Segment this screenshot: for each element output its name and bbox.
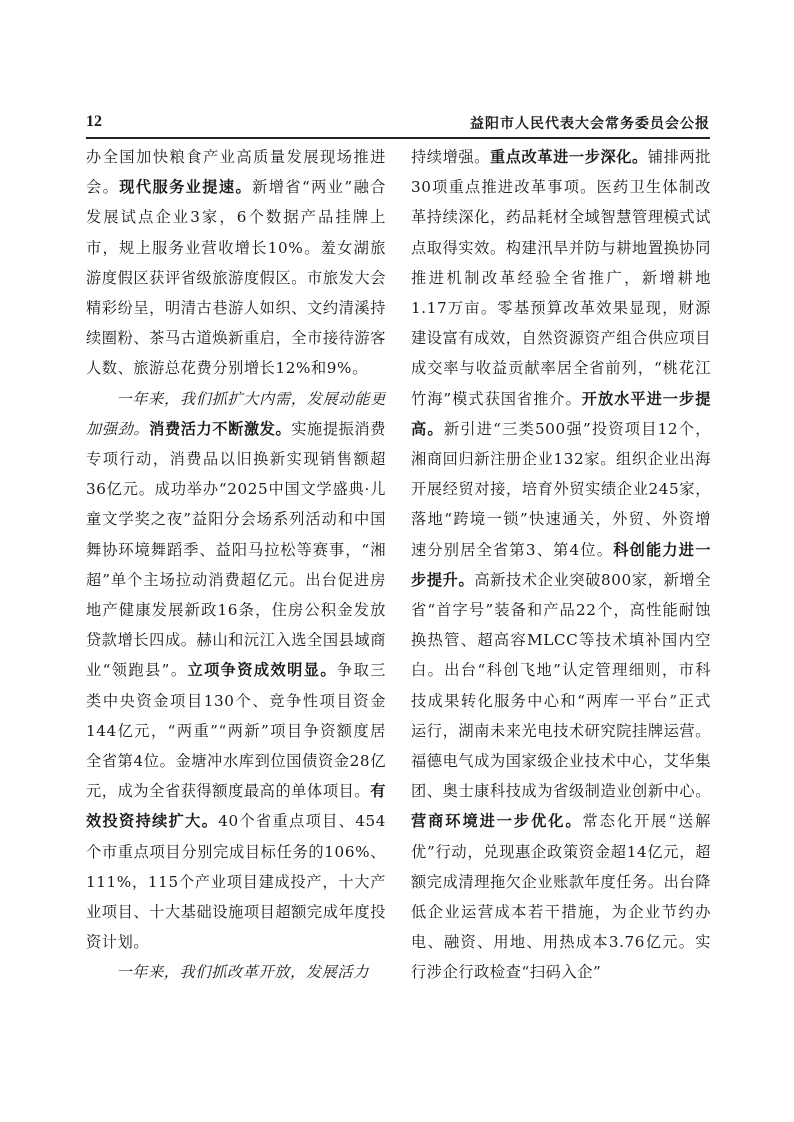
left-column [86,142,386,1082]
section-heading: 现代服务业提速。 [119,178,253,197]
section-heading: 科创能力进一步提升。 [411,540,711,589]
body-text: 常态化开展“送解优”行动，兑现惠企政策资金超14亿元，超额完成清理拖欠企业账款年度任务。出台降低企业运营成本若干措施，为企业节约办电、融资、用地、用热成本3.76亿元。实行涉企行政检查“扫码入企” [411,812,711,982]
body-text: 争取三类中央资金项目130个、竞争性项目资金144亿元，“两重”“两新”项目争资额度居全省第4位。金塘冲水库到位国债资金28亿元，成为全省获得额度最高的单体项目。 [86,661,386,801]
section-heading: 有效投资持续扩大。 [86,782,386,831]
header-rule [86,137,710,139]
section-heading: 重点改革进一步深化。 [489,148,648,166]
paragraph [86,142,386,384]
right-column [411,142,711,1082]
section-heading: 开放水平进一步提高。 [411,389,711,438]
body-text: 铺排两批30项重点推进改革事项。医药卫生体制改革持续深化，药品耗材全域智慧管理模式试点取得实效。构建汛旱并防与耕地置换协同推进机制改革经验全省推广，新增耕地1.17万亩。零基预算改革效果显现，财源建设富有成效，自然资源资产组合供应项目成交率与收益贡献率居全省前列，“桃花江竹海”模式获国省推介。 [411,148,711,408]
page-header [86,113,710,135]
journal-title: 益阳市人民代表大会常务委员会公报 [470,116,710,132]
lead-sentence: 一年来，我们抓扩大内需，发展动能更加强劲。 [86,389,386,438]
body-text: 40个省重点项目、454个市重点项目分别完成目标任务的106%、111%，115个产业项目建成投产，十大产业项目、十大基础设施项目超额完成年度投资计划。 [86,812,386,952]
paragraph [86,957,386,987]
body-text: 实施提振消费专项行动，消费品以旧换新实现销售额超36亿元。成功举办“2025中国文学盛典·儿童文学奖之夜”益阳分会场系列活动和中国舞协环境舞蹈季、益阳马拉松等赛事，“湘超”单个主场拉动消费超亿元。出台促进房地产健康发展新政16条，住房公积金发放贷款增长四成。赫山和沅江入选全国县域商业“领跑县”。 [86,419,386,680]
paragraph [86,384,386,958]
body-text: 高新技术企业突破800家，新增全省“首字号”装备和产品22个，高性能耐蚀换热管、超高容MLCC等技术填补国内空白。出台“科创飞地”认定管理细则，市科技成果转化服务中心和“两库一平台”正式运行，湖南未来光电技术研究院挂牌运营。福德电气成为国家级企业技术中心，艾华集团、奥士康科技成为省级制造业创新中心。 [411,570,711,801]
section-heading: 消费活力不断激发。 [149,419,292,438]
page-number: 12 [86,113,102,130]
body-text: 持续增强。 [411,148,490,166]
section-heading: 立项争资成效明显。 [187,661,337,680]
section-heading: 营商环境进一步优化。 [411,812,583,831]
lead-sentence: 一年来，我们抓改革开放，发展活力 [116,963,369,982]
body-text: 办全国加快粮食产业高质量发展现场推进会。 [86,148,386,197]
paragraph [411,142,711,988]
body-text: 新引进“三类500强”投资项目12个，湘商回归新注册企业132家。组织企业出海开展经贸对接，培育外贸实绩企业245家，落地“跨境一锁”快速通关，外贸、外资增速分别居全省第3、第4位。 [411,419,711,559]
body-text: 新增省“两业”融合发展试点企业3家，6个数据产品挂牌上市，规上服务业营收增长10%。羞女湖旅游度假区获评省级旅游度假区。市旅发大会精彩纷呈，明清古巷游人如织、文约清溪持续圈粉、茶马古道焕新重启，全市接待游客人数、旅游总花费分别增长12%和9%。 [86,178,386,378]
